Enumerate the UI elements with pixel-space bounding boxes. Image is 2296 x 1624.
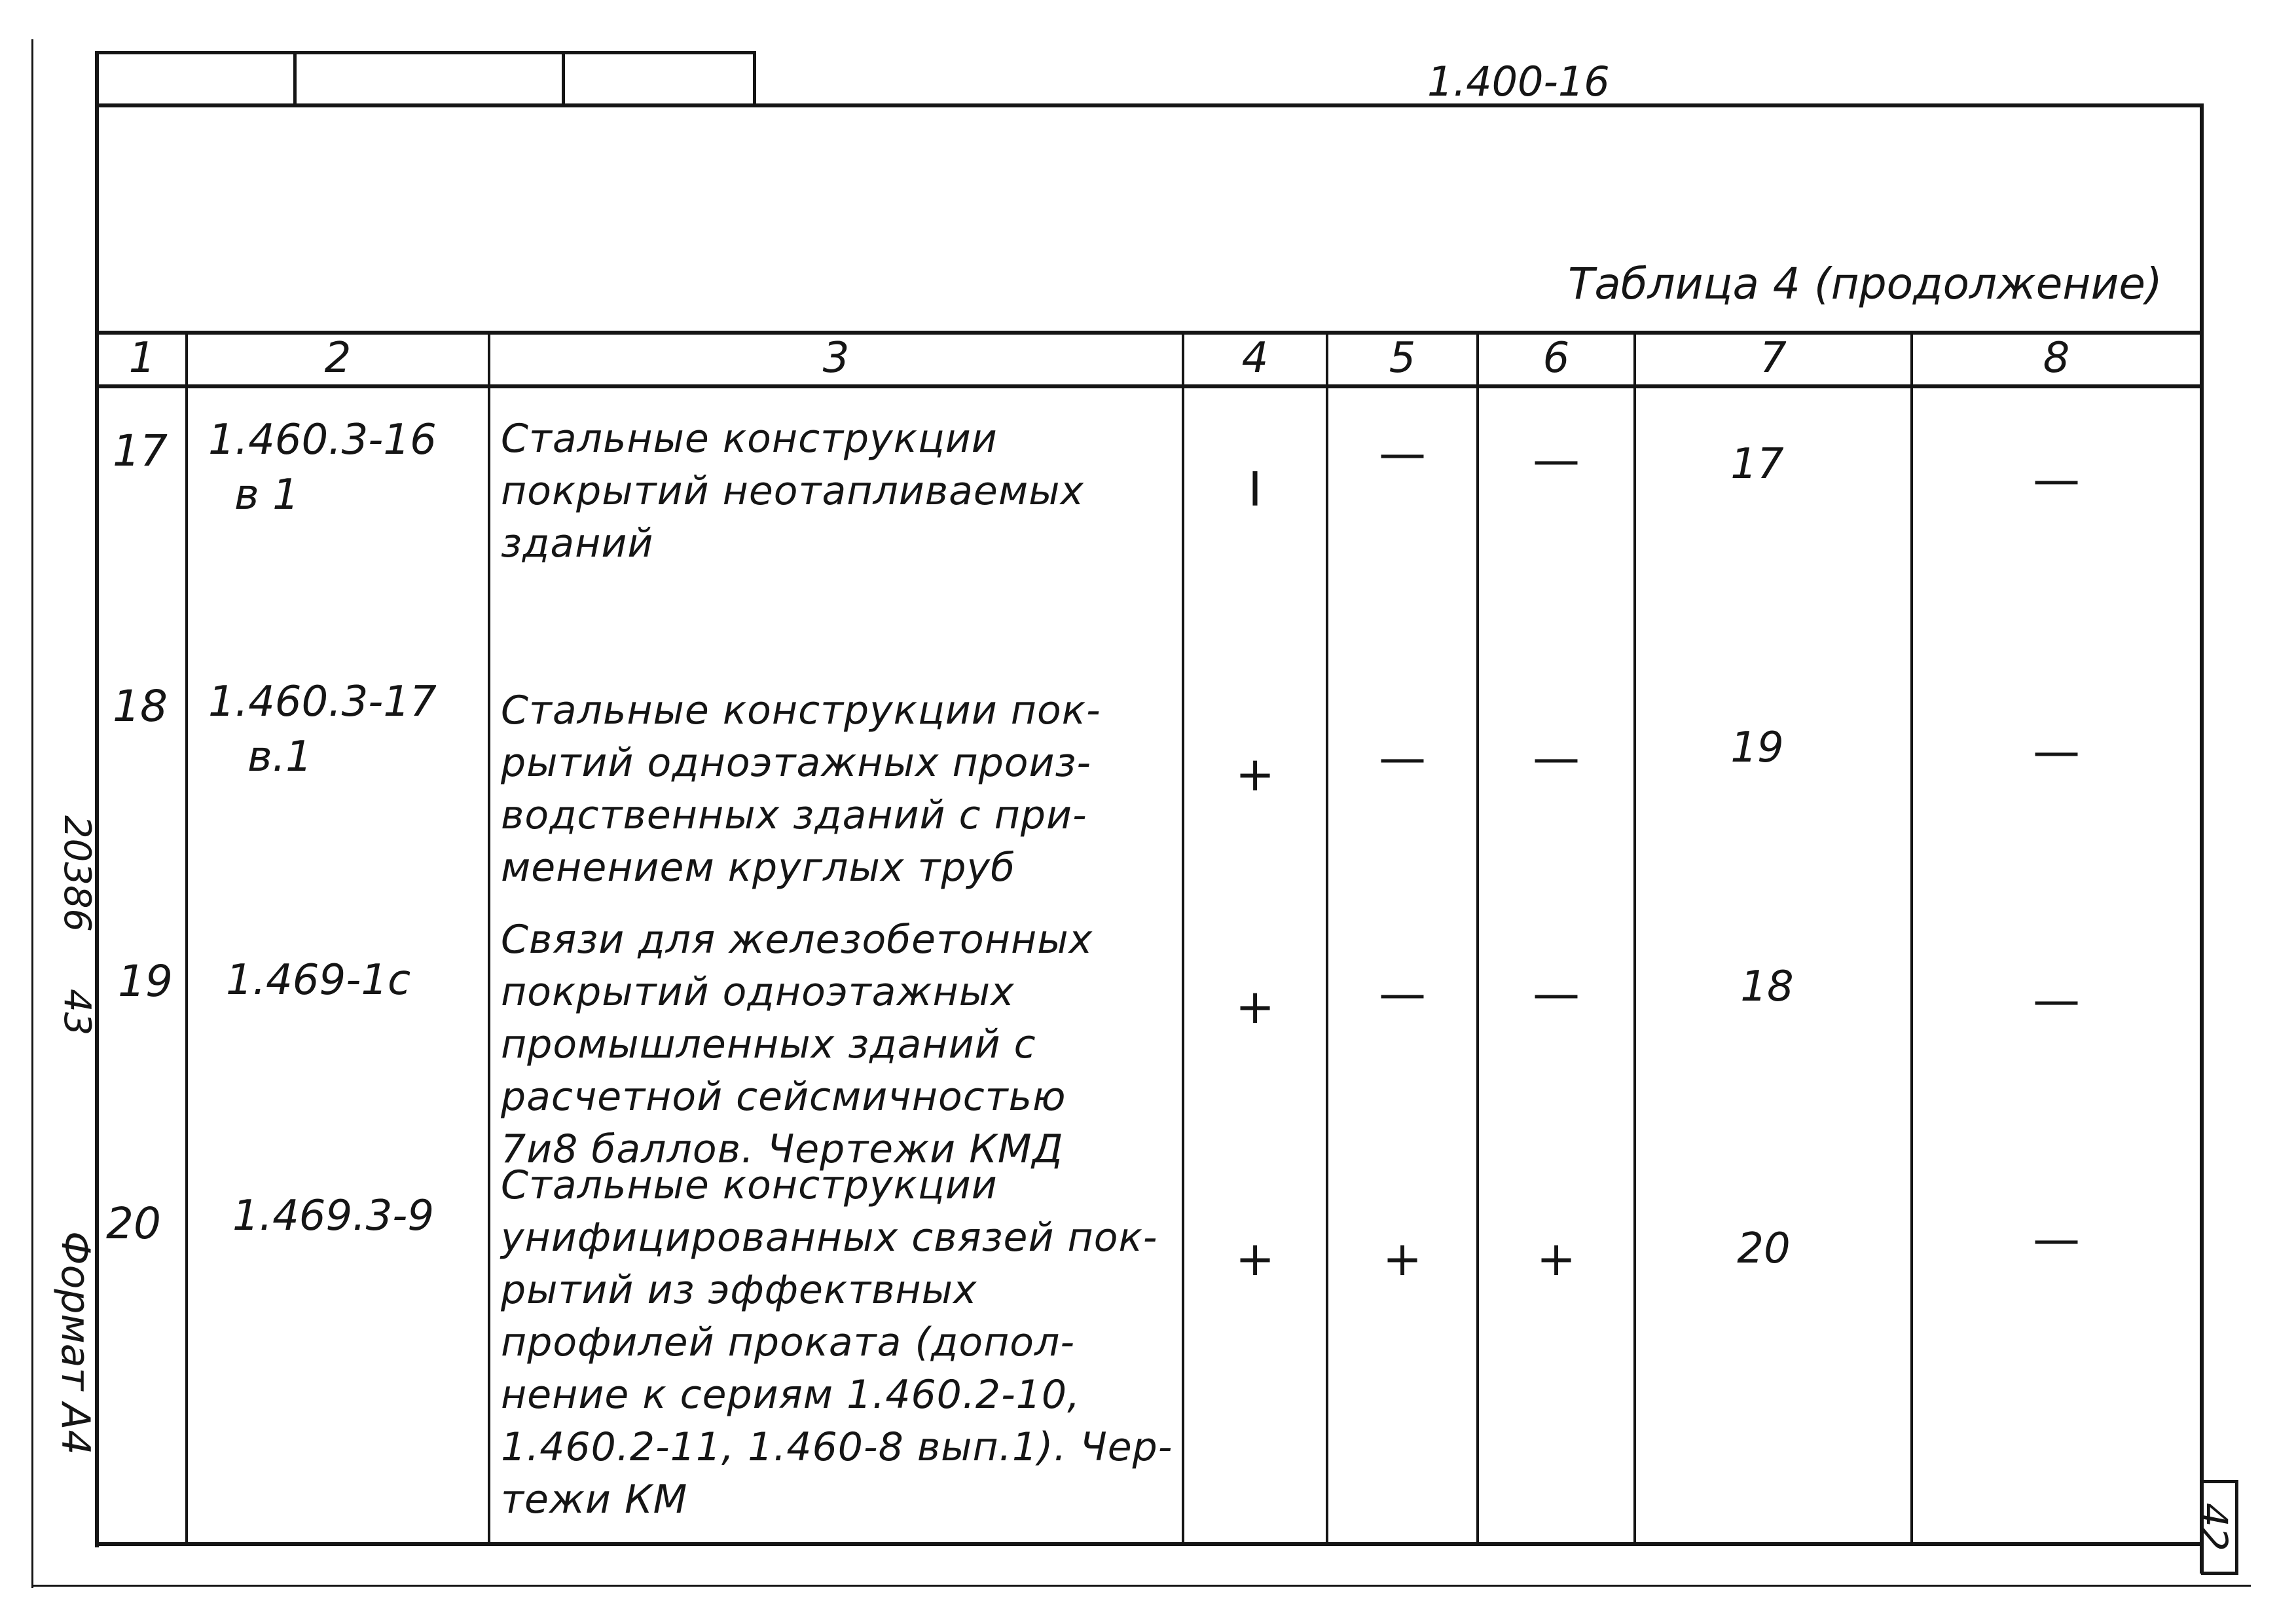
sheet-number: 43 (56, 989, 98, 1036)
cell-col7: 17 (1730, 440, 1784, 489)
cell-col7: 18 (1740, 963, 1794, 1011)
frame-right (2200, 103, 2204, 1574)
col-header-2: 2 (324, 334, 352, 382)
cell-col8: — (2033, 452, 2080, 507)
col-divider-6 (1633, 331, 1636, 1544)
desc-line: нение к сериям 1.460.2-10, (501, 1372, 1081, 1418)
row-code (232, 1189, 434, 1244)
desc-line: унифицированных связей пок- (501, 1215, 1158, 1261)
row-code-line: 1.469-1с (226, 956, 411, 1005)
cell-col6: + (1536, 1231, 1576, 1286)
frame-bottom (95, 1542, 2203, 1546)
row-code-line: 1.460.3-17 (208, 678, 437, 726)
cell-col4: I (1248, 462, 1262, 517)
desc-line: 1.460.2-11, 1.460-8 вып.1). Чер- (501, 1424, 1173, 1470)
row-code (208, 674, 437, 784)
top-stamp-box-top (95, 51, 756, 54)
desc-line: расчетной сейсмичностью (501, 1074, 1066, 1120)
cell-col4: + (1235, 1231, 1275, 1286)
cell-col4: + (1235, 747, 1275, 802)
cell-col7: 20 (1737, 1225, 1791, 1273)
desc-line: покрытий неотапливаемых (501, 468, 1084, 514)
top-stamp-divider-3 (753, 51, 756, 105)
desc-line: водственных зданий с при- (501, 792, 1087, 838)
col-header-3: 3 (822, 334, 850, 382)
desc-line: 7и8 баллов. Чертежи КМД (501, 1126, 1064, 1172)
row-description (501, 1159, 1173, 1526)
col-header-5: 5 (1389, 334, 1416, 382)
row-description (501, 913, 1169, 1175)
row-code-line: в.1 (247, 733, 312, 781)
cell-col6: — (1533, 730, 1580, 785)
cell-col6: — (1533, 966, 1580, 1021)
col-header-7: 7 (1760, 334, 1787, 382)
col-divider-5 (1476, 331, 1479, 1544)
col-header-6: 6 (1542, 334, 1570, 382)
desc-line: профилей проката (допол- (501, 1320, 1076, 1365)
cell-col4: + (1235, 979, 1275, 1034)
cell-col6: — (1533, 432, 1580, 487)
row-number: 20 (106, 1198, 161, 1249)
page-outer-bottom (31, 1585, 2251, 1587)
desc-line: Стальные конструкции (501, 416, 998, 462)
cell-col8: — (2033, 972, 2080, 1027)
cell-col5: — (1379, 730, 1426, 785)
row-code (226, 953, 410, 1008)
desc-line: рытий одноэтажных произ- (501, 740, 1092, 786)
col-divider-2 (488, 331, 490, 1544)
page-number-box-bottom (2201, 1572, 2238, 1575)
desc-line: менением круглых труб (501, 845, 1015, 891)
cell-col8: — (2033, 724, 2080, 779)
cell-col5: — (1379, 966, 1426, 1021)
row-code-line: 1.469.3-9 (232, 1192, 435, 1240)
desc-line: покрытий одноэтажных (501, 969, 1015, 1015)
frame-top (95, 103, 2203, 107)
table-title: Таблица 4 (продолжение) (1568, 259, 2162, 309)
inventory-number: 20386 (56, 815, 98, 932)
col-header-1: 1 (128, 334, 156, 382)
row-number: 19 (118, 956, 173, 1006)
row-description (501, 413, 1169, 570)
desc-line: зданий (501, 521, 654, 566)
col-header-4: 4 (1241, 334, 1269, 382)
format-label: Формат А4 (52, 1231, 98, 1455)
page-outer-left (31, 39, 33, 1588)
row-number: 17 (113, 426, 168, 476)
cell-col5: + (1382, 1231, 1423, 1286)
col-divider-1 (185, 331, 188, 1544)
cell-col5: — (1379, 426, 1426, 481)
row-number: 18 (113, 681, 168, 731)
row-code (208, 413, 437, 523)
col-divider-4 (1326, 331, 1328, 1544)
document-code: 1.400-16 (1427, 58, 1610, 105)
desc-line: промышленных зданий с (501, 1022, 1036, 1067)
top-stamp-divider-1 (293, 51, 297, 105)
desc-line: тежи КМ (501, 1477, 688, 1522)
desc-line: Стальные конструкции пок- (501, 688, 1101, 733)
page-number-box-top (2201, 1480, 2237, 1483)
cell-col7: 19 (1730, 724, 1784, 772)
row-code-line: в 1 (234, 471, 299, 519)
col-header-8: 8 (2043, 334, 2070, 382)
top-stamp-divider-2 (562, 51, 565, 105)
page-number: 42 (2191, 1503, 2236, 1551)
row-code-line: 1.460.3-16 (208, 416, 437, 464)
col-divider-7 (1910, 331, 1913, 1544)
cell-col8: — (2033, 1211, 2080, 1266)
row-description (501, 684, 1169, 894)
desc-line: рытий из эффектвных (501, 1267, 977, 1313)
desc-line: Стальные конструкции (501, 1162, 998, 1208)
desc-line: Связи для железобетонных (501, 917, 1093, 963)
